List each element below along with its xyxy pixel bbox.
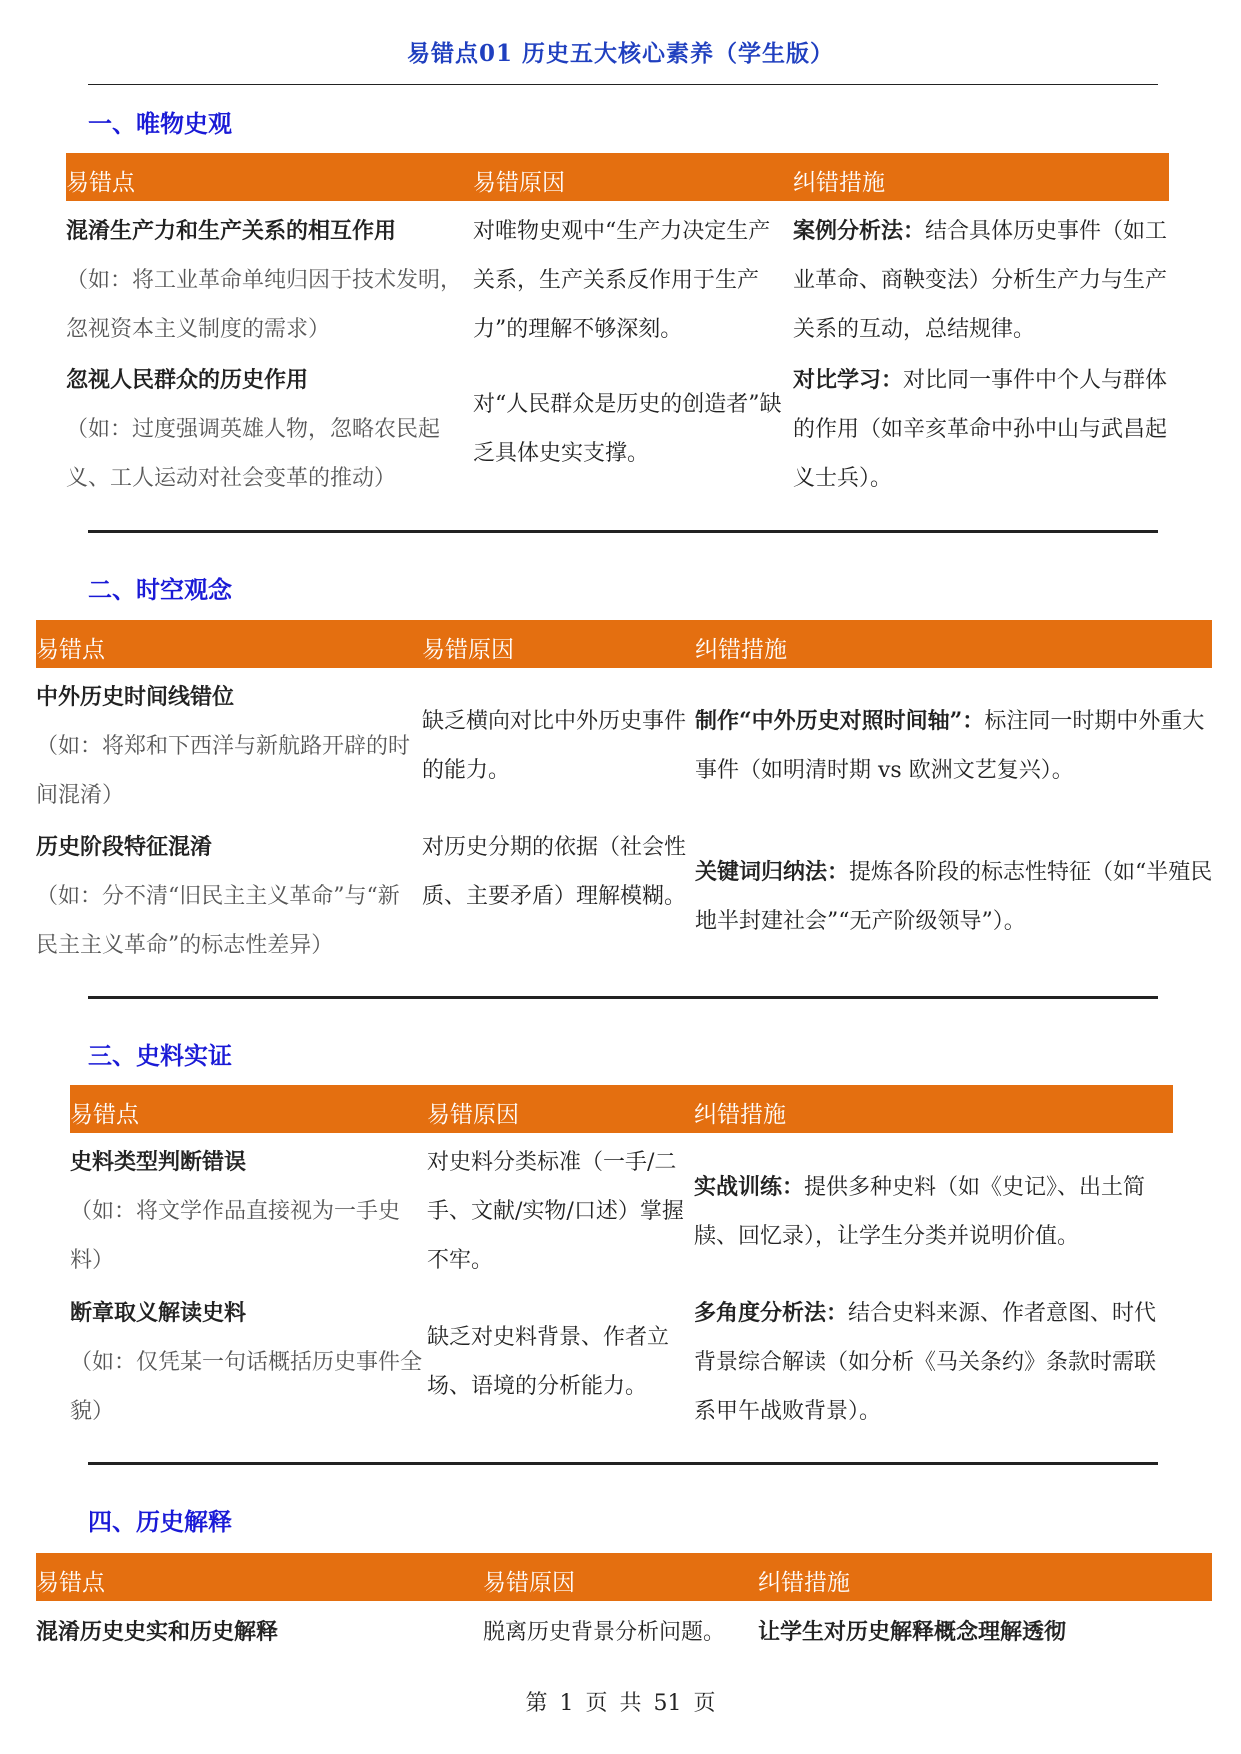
table-cell-fix (694, 1289, 1176, 1436)
table-cell-fix (694, 1163, 1176, 1261)
table-cell-fix (793, 356, 1171, 503)
col-header-fix: 纠错措施 (694, 1102, 786, 1128)
col-header-reason: 易错原因 (422, 637, 514, 663)
footer-label: 第 (525, 1691, 548, 1716)
fix-text: 提供多种史料（如《史记》、出土简牍、回忆录），让学生分类并说明价值。 (694, 1175, 1146, 1249)
table-cell-reason: 缺乏横向对比中外历史事件的能力。 (422, 709, 687, 783)
point-title: 混淆生产力和生产关系的相互作用 (66, 218, 397, 244)
table-cell-point (70, 1138, 426, 1285)
fix-title: 案例分析法： (793, 218, 926, 244)
table-cell-point (66, 356, 470, 503)
point-detail: （如：分不清“旧民主主义革命”与“新民主主义革命”的标志性差异） (36, 884, 400, 958)
table-cell-reason: 缺乏对史料背景、作者立场、语境的分析能力。 (427, 1325, 670, 1399)
col-header-fix: 纠错措施 (758, 1570, 850, 1596)
col-header-reason: 易错原因 (427, 1102, 519, 1128)
fix-title: 对比学习： (793, 367, 904, 393)
col-header-fix: 纠错措施 (793, 170, 885, 196)
footer-label: 页 (693, 1691, 716, 1716)
page-footer (0, 1686, 1241, 1717)
point-detail: （如：将郑和下西洋与新航路开辟的时间混淆） (36, 734, 411, 808)
point-title: 混淆历史史实和历史解释 (36, 1619, 279, 1645)
section-divider (88, 996, 1158, 999)
table-cell-reason: 对史料分类标准（一手/二手、文献/实物/口述）掌握不牢。 (427, 1150, 684, 1273)
table-cell-reason: 对历史分期的依据（社会性质、主要矛盾）理解模糊。 (422, 835, 687, 909)
table-cell-point (36, 673, 420, 820)
col-header-point: 易错点 (70, 1102, 139, 1128)
fix-text: 结合史料来源、作者意图、时代背景综合解读（如分析《马关条约》条款时需联系甲午战败背景）。 (694, 1301, 1157, 1424)
point-title: 忽视人民群众的历史作用 (66, 367, 309, 393)
table-cell-point (66, 207, 470, 354)
table-header (70, 1085, 1173, 1133)
point-detail: （如：将文学作品直接视为一手史料） (70, 1199, 401, 1273)
fix-text: 标注同一时期中外重大事件（如明清时期 vs 欧洲文艺复兴）。 (695, 709, 1205, 783)
current-page-number: 1 (559, 1691, 574, 1716)
fix-title: 实战训练： (694, 1174, 805, 1200)
fix-title: 多角度分析法： (694, 1300, 849, 1326)
table-cell-point (36, 1608, 476, 1657)
fix-text: 提炼各阶段的标志性特征（如“半殖民地半封建社会”“无产阶级领导”）。 (695, 860, 1213, 934)
section-title-interpretation: 四、历史解释 (88, 1508, 232, 1536)
table-cell-reason: 对“人民群众是历史的创造者”缺乏具体史实支撑。 (473, 392, 782, 466)
fix-title: 让学生对历史解释概念理解透彻 (758, 1619, 1067, 1645)
section-title-time-space: 二、时空观念 (88, 576, 232, 604)
section-title-evidence: 三、史料实证 (88, 1042, 232, 1070)
footer-label: 共 (619, 1691, 642, 1716)
table-cell-fix (758, 1608, 1212, 1657)
fix-text: 对比同一事件中个人与群体的作用（如辛亥革命中孙中山与武昌起义士兵）。 (793, 368, 1168, 491)
table-cell-fix (793, 207, 1171, 354)
header-rule (88, 84, 1158, 85)
table-cell-fix (695, 848, 1213, 946)
footer-label: 页 (585, 1691, 608, 1716)
point-title: 断章取义解读史料 (70, 1300, 247, 1326)
table-cell-reason: 脱离历史背景分析问题。 (483, 1620, 726, 1645)
point-title: 中外历史时间线错位 (36, 684, 235, 710)
point-detail: （如：过度强调英雄人物，忽略农民起义、工人运动对社会变革的推动） (66, 417, 441, 491)
fix-title: 关键词归纳法： (695, 859, 850, 885)
fix-text: 结合具体历史事件（如工业革命、商鞅变法）分析生产力与生产关系的互动，总结规律。 (793, 219, 1168, 342)
col-header-point: 易错点 (66, 170, 135, 196)
col-header-reason: 易错原因 (483, 1570, 575, 1596)
table-header (36, 1553, 1212, 1601)
col-header-reason: 易错原因 (473, 170, 565, 196)
section-title-materialism: 一、唯物史观 (88, 110, 232, 138)
col-header-fix: 纠错措施 (695, 637, 787, 663)
fix-title: 制作“中外历史对照时间轴”： (695, 708, 985, 734)
section-divider (88, 530, 1158, 533)
table-header (66, 153, 1169, 201)
table-header (36, 620, 1212, 668)
col-header-point: 易错点 (36, 1570, 105, 1596)
point-detail: （如：将工业革命单纯归因于技术发明，忽视资本主义制度的需求） (66, 268, 463, 342)
total-pages: 51 (653, 1691, 682, 1716)
col-header-point: 易错点 (36, 637, 105, 663)
table-cell-point (70, 1289, 426, 1436)
section-divider (88, 1462, 1158, 1465)
point-detail: （如：仅凭某一句话概括历史事件全貌） (70, 1350, 423, 1424)
point-title: 历史阶段特征混淆 (36, 834, 213, 860)
table-cell-point (36, 823, 420, 970)
point-title: 史料类型判断错误 (70, 1149, 247, 1175)
page-title: 易错点01 历史五大核心素养（学生版） (406, 40, 834, 67)
table-cell-reason: 对唯物史观中“生产力决定生产关系，生产关系反作用于生产力”的理解不够深刻。 (473, 219, 771, 342)
table-cell-fix (695, 697, 1213, 795)
